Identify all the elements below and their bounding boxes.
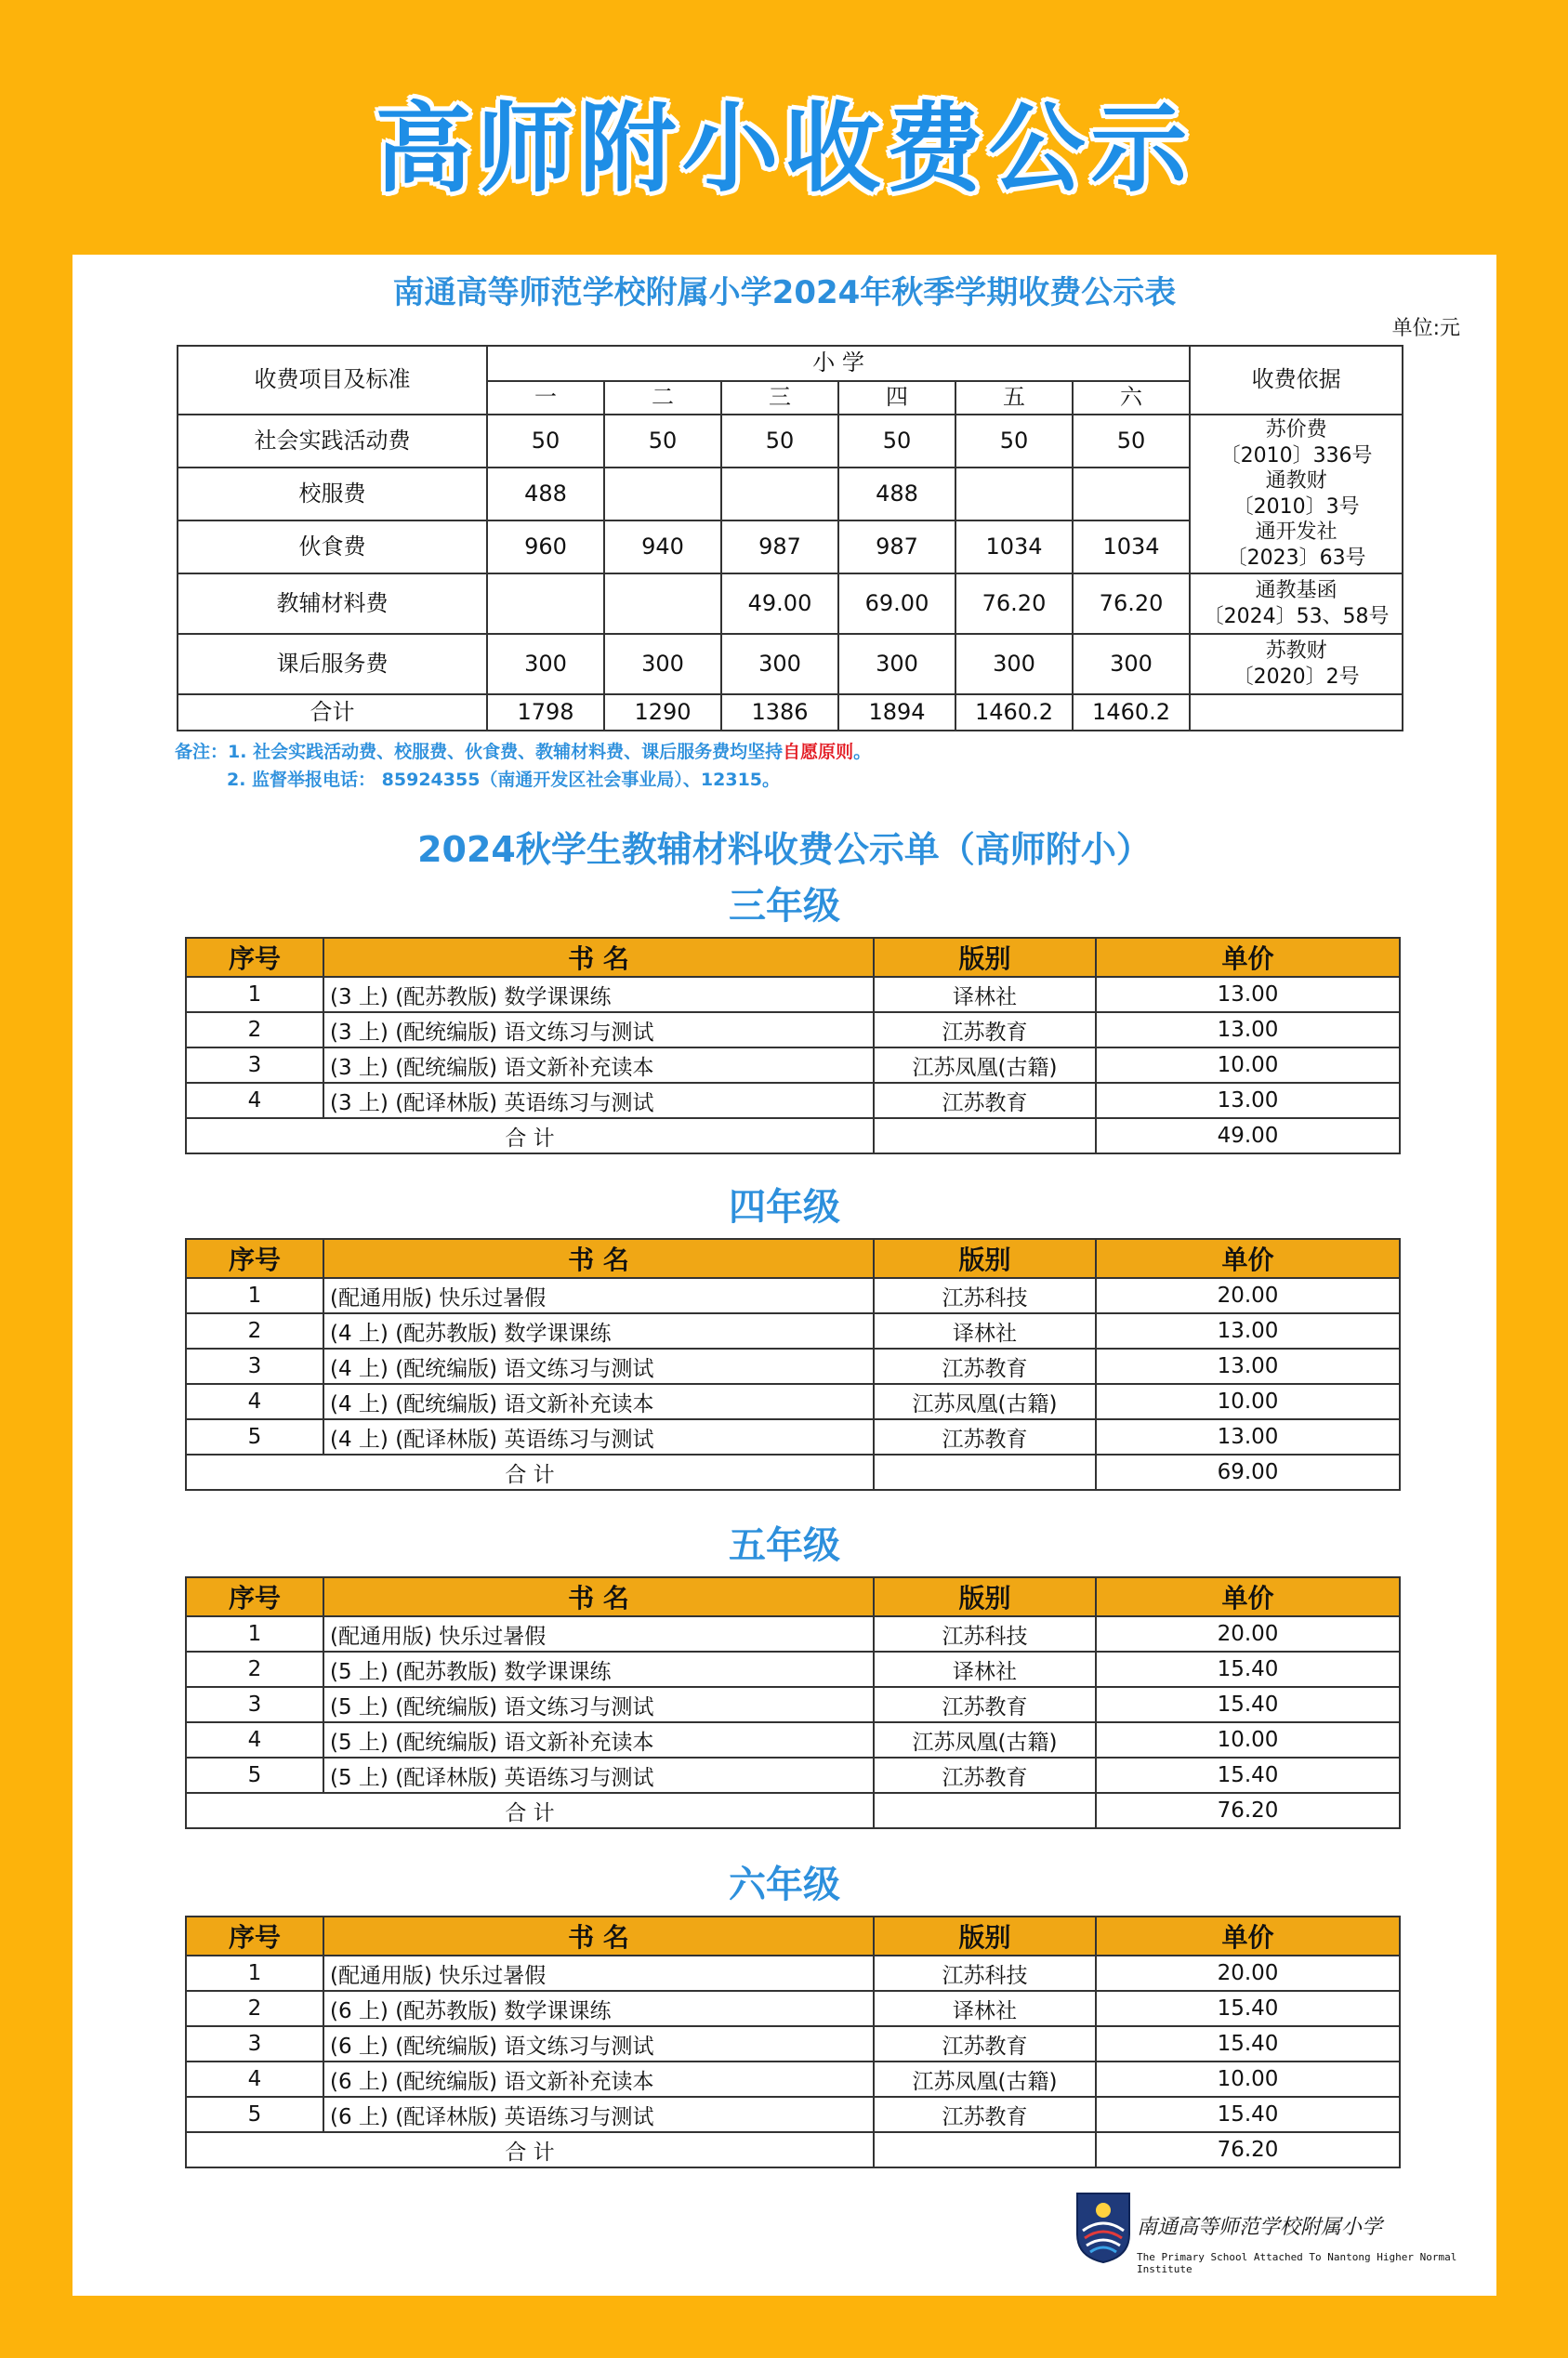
item-publisher: 江苏凤凰(古籍): [874, 2062, 1096, 2097]
basis-line: 〔2010〕3号: [1232, 494, 1360, 519]
table-row: [186, 1956, 1400, 1991]
total-value: 49.00: [1096, 1118, 1400, 1153]
fee-value: 940: [604, 520, 721, 573]
header-name: 书 名: [323, 1917, 874, 1956]
fee-value-empty: [1190, 694, 1403, 731]
fee-value: [955, 468, 1073, 520]
total-value: 76.20: [1096, 2132, 1400, 2167]
total-label: 合 计: [186, 1793, 874, 1828]
item-no: 1: [186, 977, 323, 1012]
item-price: 10.00: [1096, 1047, 1400, 1083]
item-publisher: 江苏凤凰(古籍): [874, 1722, 1096, 1758]
logo-name-en: The Primary School Attached To Nantong Higher Normal Institute: [1137, 2251, 1457, 2275]
item-price: 20.00: [1096, 1278, 1400, 1313]
header-name: 书 名: [323, 1577, 874, 1616]
total-row: [186, 1793, 1400, 1828]
header-name: 书 名: [323, 1239, 874, 1278]
item-no: 3: [186, 1687, 323, 1722]
header-publisher: 版别: [874, 938, 1096, 977]
total-label: 合 计: [186, 1118, 874, 1153]
item-no: 1: [186, 1616, 323, 1652]
fee-value: 50: [721, 415, 838, 468]
total-row: [186, 2132, 1400, 2167]
header-price: 单价: [1096, 1577, 1400, 1616]
fee-table-title: 南通高等师范学校附属小学2024年秋季学期收费公示表: [392, 274, 1177, 311]
table-row: [186, 2026, 1400, 2062]
fee-value: 1460.2: [955, 694, 1073, 731]
table-row: [186, 2062, 1400, 2097]
item-price: 15.40: [1096, 1991, 1400, 2026]
item-publisher: 江苏教育: [874, 1349, 1096, 1384]
item-no: 2: [186, 1652, 323, 1687]
table-row: [186, 1384, 1400, 1419]
item-no: 5: [186, 2097, 323, 2132]
grade-title: 三年级: [729, 885, 840, 928]
grade-title: 五年级: [729, 1524, 840, 1567]
header-price: 单价: [1096, 1917, 1400, 1956]
item-publisher: 江苏教育: [874, 1419, 1096, 1455]
item-name: (配通用版) 快乐过暑假: [323, 1616, 874, 1652]
fee-row: [178, 634, 1403, 694]
item-publisher: 江苏教育: [874, 1083, 1096, 1118]
header-no: 序号: [186, 1917, 323, 1956]
fee-name: 教辅材料费: [178, 573, 487, 634]
basis-line: 通教基函: [1255, 579, 1337, 602]
fee-value: 49.00: [721, 573, 838, 634]
header-basis: 收费依据: [1190, 346, 1403, 415]
table-row: [186, 1419, 1400, 1455]
fee-row: [178, 415, 1403, 468]
fee-value: 987: [721, 520, 838, 573]
note-text: 1. 社会实践活动费、校服费、伙食费、教辅材料费、课后服务费均坚持: [228, 742, 784, 762]
fee-value: 76.20: [1073, 573, 1190, 634]
notice-card: [72, 255, 1496, 2296]
fee-row: [178, 573, 1403, 634]
item-name: (6 上) (配译林版) 英语练习与测试: [323, 2097, 874, 2132]
item-publisher: 江苏科技: [874, 1956, 1096, 1991]
item-price: 13.00: [1096, 1083, 1400, 1118]
item-publisher: 译林社: [874, 1991, 1096, 2026]
unit-label: 单位:元: [1391, 317, 1460, 340]
item-name: (4 上) (配苏教版) 数学课课练: [323, 1313, 874, 1349]
item-name: (5 上) (配苏教版) 数学课课练: [323, 1652, 874, 1687]
header-publisher: 版别: [874, 1239, 1096, 1278]
item-no: 5: [186, 1419, 323, 1455]
fee-value: 300: [955, 634, 1073, 694]
header-no: 序号: [186, 1577, 323, 1616]
basis-cell: [1190, 634, 1403, 694]
header-publisher: 版别: [874, 1917, 1096, 1956]
item-publisher: 译林社: [874, 977, 1096, 1012]
table-row: [186, 1047, 1400, 1083]
fee-value: 488: [838, 468, 955, 520]
grade-header: 一: [487, 381, 604, 415]
item-no: 3: [186, 1349, 323, 1384]
item-name: (4 上) (配统编版) 语文练习与测试: [323, 1349, 874, 1384]
table-row: [186, 1349, 1400, 1384]
header-price: 单价: [1096, 938, 1400, 977]
fee-value: 1034: [955, 520, 1073, 573]
item-name: (3 上) (配苏教版) 数学课课练: [323, 977, 874, 1012]
item-no: 2: [186, 1313, 323, 1349]
item-no: 1: [186, 1278, 323, 1313]
fee-value: [604, 573, 721, 634]
note-line-2: 2. 监督举报电话： 85924355（南通开发区社会事业局）、12315。: [227, 770, 781, 791]
item-no: 4: [186, 1722, 323, 1758]
grade-title: 四年级: [729, 1186, 840, 1229]
table-row: [186, 1278, 1400, 1313]
fee-value: 69.00: [838, 573, 955, 634]
fee-value: 1386: [721, 694, 838, 731]
item-price: 15.40: [1096, 2026, 1400, 2062]
fee-value: 1460.2: [1073, 694, 1190, 731]
fee-total-row: [178, 694, 1403, 731]
note-emphasis: 自愿原则: [783, 742, 854, 762]
item-name: (5 上) (配译林版) 英语练习与测试: [323, 1758, 874, 1793]
fee-value: 50: [955, 415, 1073, 468]
item-price: 10.00: [1096, 1384, 1400, 1419]
materials-table-grade3: [185, 937, 1401, 1154]
item-price: 15.40: [1096, 1687, 1400, 1722]
item-name: (6 上) (配统编版) 语文练习与测试: [323, 2026, 874, 2062]
fee-value: 300: [604, 634, 721, 694]
fee-value: 50: [487, 415, 604, 468]
table-row: [186, 1083, 1400, 1118]
fee-value: [1073, 468, 1190, 520]
fee-value: 488: [487, 468, 604, 520]
table-row: [186, 1687, 1400, 1722]
item-no: 5: [186, 1758, 323, 1793]
item-price: 20.00: [1096, 1616, 1400, 1652]
fee-name: 课后服务费: [178, 634, 487, 694]
fee-name: 伙食费: [178, 520, 487, 573]
basis-line: 〔2024〕53、58号: [1203, 604, 1390, 628]
item-name: (4 上) (配统编版) 语文新补充读本: [323, 1384, 874, 1419]
item-price: 10.00: [1096, 1722, 1400, 1758]
fee-value: [604, 468, 721, 520]
grade-header: 二: [604, 381, 721, 415]
grade-header: 四: [838, 381, 955, 415]
item-no: 1: [186, 1956, 323, 1991]
grade-header: 三: [721, 381, 838, 415]
logo-name-cn: 南通高等师范学校附属小学: [1137, 2216, 1383, 2239]
item-name: (3 上) (配统编版) 语文新补充读本: [323, 1047, 874, 1083]
grade-header: 五: [955, 381, 1073, 415]
table-row: [186, 1652, 1400, 1687]
fee-value: 1034: [1073, 520, 1190, 573]
basis-line: 〔2023〕63号: [1226, 546, 1366, 570]
fee-value: 1290: [604, 694, 721, 731]
item-publisher: 江苏科技: [874, 1616, 1096, 1652]
table-row: [186, 2097, 1400, 2132]
total-empty: [874, 2132, 1096, 2167]
item-publisher: 江苏教育: [874, 1012, 1096, 1047]
item-price: 13.00: [1096, 1349, 1400, 1384]
total-value: 69.00: [1096, 1455, 1400, 1490]
fee-value: 960: [487, 520, 604, 573]
grade-header: 六: [1073, 381, 1190, 415]
fee-value: [721, 468, 838, 520]
header-school: 小 学: [487, 346, 1190, 381]
item-price: 13.00: [1096, 977, 1400, 1012]
fee-table: [177, 345, 1403, 731]
item-publisher: 译林社: [874, 1652, 1096, 1687]
item-no: 4: [186, 2062, 323, 2097]
item-price: 10.00: [1096, 2062, 1400, 2097]
basis-line: 〔2020〕2号: [1232, 665, 1360, 689]
total-label: 合 计: [186, 1455, 874, 1490]
item-name: (配通用版) 快乐过暑假: [323, 1956, 874, 1991]
item-publisher: 江苏凤凰(古籍): [874, 1384, 1096, 1419]
grade-title: 六年级: [729, 1864, 840, 1906]
item-no: 3: [186, 2026, 323, 2062]
materials-table-grade6: [185, 1916, 1401, 2168]
total-value: 76.20: [1096, 1793, 1400, 1828]
item-price: 13.00: [1096, 1419, 1400, 1455]
item-no: 4: [186, 1083, 323, 1118]
item-name: (3 上) (配统编版) 语文练习与测试: [323, 1012, 874, 1047]
fee-value: 50: [838, 415, 955, 468]
school-emblem-icon: [1074, 2190, 1133, 2264]
table-row: [186, 1722, 1400, 1758]
item-no: 2: [186, 1991, 323, 2026]
header-name: 书 名: [323, 938, 874, 977]
total-row: [186, 1118, 1400, 1153]
table-row: [186, 977, 1400, 1012]
total-label: 合 计: [186, 2132, 874, 2167]
fee-value: 300: [721, 634, 838, 694]
item-name: (3 上) (配译林版) 英语练习与测试: [323, 1083, 874, 1118]
item-price: 15.40: [1096, 2097, 1400, 2132]
item-name: (6 上) (配统编版) 语文新补充读本: [323, 2062, 874, 2097]
fee-value: 50: [604, 415, 721, 468]
fee-value: 1798: [487, 694, 604, 731]
materials-table-grade4: [185, 1238, 1401, 1491]
fee-value: 300: [838, 634, 955, 694]
header-no: 序号: [186, 938, 323, 977]
page-title: 高师附小收费公示: [375, 92, 1193, 205]
table-row: [186, 1616, 1400, 1652]
fee-name: 合计: [178, 694, 487, 731]
fee-value: 987: [838, 520, 955, 573]
materials-table-grade5: [185, 1576, 1401, 1829]
fee-name: 社会实践活动费: [178, 415, 487, 468]
fee-value: 1894: [838, 694, 955, 731]
item-name: (配通用版) 快乐过暑假: [323, 1278, 874, 1313]
table-row: [186, 1991, 1400, 2026]
header-no: 序号: [186, 1239, 323, 1278]
item-publisher: 江苏科技: [874, 1278, 1096, 1313]
item-no: 2: [186, 1012, 323, 1047]
total-empty: [874, 1118, 1096, 1153]
item-name: (5 上) (配统编版) 语文新补充读本: [323, 1722, 874, 1758]
fee-value: [487, 573, 604, 634]
fee-value: 300: [1073, 634, 1190, 694]
item-price: 15.40: [1096, 1652, 1400, 1687]
table-row: [186, 1313, 1400, 1349]
basis-line: 通教财: [1265, 469, 1327, 493]
total-empty: [874, 1455, 1096, 1490]
header-item: 收费项目及标准: [178, 346, 487, 415]
header-publisher: 版别: [874, 1577, 1096, 1616]
basis-line: 〔2010〕336号: [1219, 443, 1373, 468]
fee-value: 300: [487, 634, 604, 694]
item-publisher: 江苏教育: [874, 2026, 1096, 2062]
item-no: 4: [186, 1384, 323, 1419]
item-name: (6 上) (配苏教版) 数学课课练: [323, 1991, 874, 2026]
item-price: 13.00: [1096, 1313, 1400, 1349]
fee-value: 76.20: [955, 573, 1073, 634]
item-price: 13.00: [1096, 1012, 1400, 1047]
item-publisher: 译林社: [874, 1313, 1096, 1349]
note-label: 备注：: [175, 742, 229, 762]
item-name: (5 上) (配统编版) 语文练习与测试: [323, 1687, 874, 1722]
item-price: 20.00: [1096, 1956, 1400, 1991]
header-price: 单价: [1096, 1239, 1400, 1278]
basis-line: 通开发社: [1255, 520, 1337, 544]
basis-line: 苏价费: [1265, 418, 1327, 441]
basis-line: 苏教财: [1265, 639, 1327, 663]
item-publisher: 江苏凤凰(古籍): [874, 1047, 1096, 1083]
item-price: 15.40: [1096, 1758, 1400, 1793]
table-row: [186, 1012, 1400, 1047]
note-text-end: 。: [853, 742, 872, 762]
notes: [175, 738, 871, 795]
basis-cell: [1190, 415, 1403, 573]
fee-value: 50: [1073, 415, 1190, 468]
fee-name: 校服费: [178, 468, 487, 520]
table-row: [186, 1758, 1400, 1793]
total-row: [186, 1455, 1400, 1490]
item-publisher: 江苏教育: [874, 1687, 1096, 1722]
item-no: 3: [186, 1047, 323, 1083]
basis-cell: [1190, 573, 1403, 634]
item-publisher: 江苏教育: [874, 1758, 1096, 1793]
total-empty: [874, 1793, 1096, 1828]
item-name: (4 上) (配译林版) 英语练习与测试: [323, 1419, 874, 1455]
item-publisher: 江苏教育: [874, 2097, 1096, 2132]
note-line-1: [175, 738, 871, 766]
materials-title: 2024秋学生教辅材料收费公示单（高师附小）: [417, 829, 1152, 870]
